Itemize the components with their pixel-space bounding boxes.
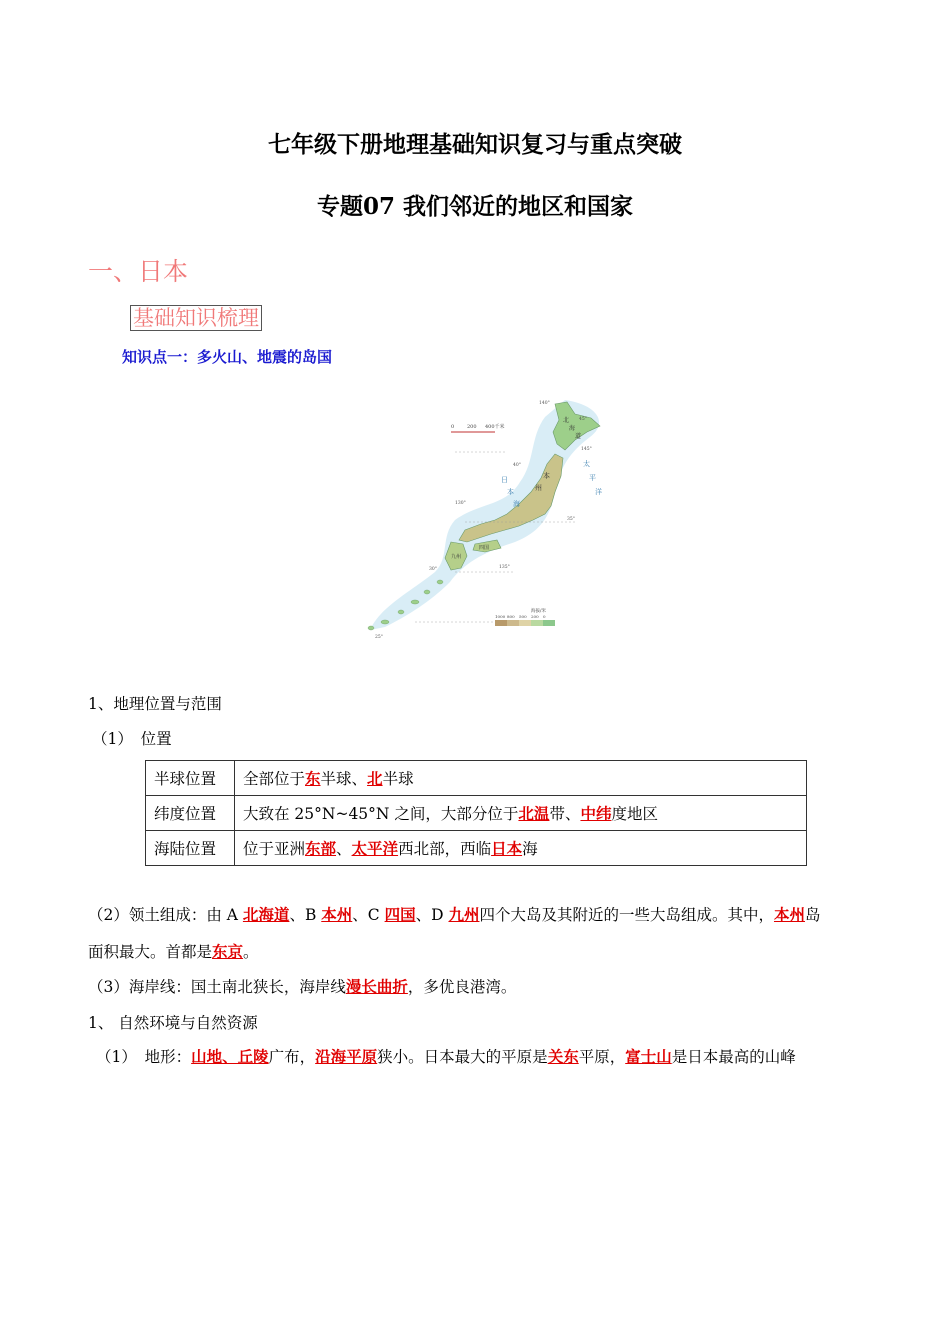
document-title: 七年级下册地理基础知识复习与重点突破 (268, 131, 682, 158)
body-text: 四个大岛及其附近的一些大岛组成。其中， (479, 906, 774, 924)
longitude-label: 145° (581, 447, 592, 452)
body-text: ，多优良港湾。 (407, 978, 517, 996)
territory-paragraph-line1 (88, 905, 821, 925)
map-place-label: 道 (575, 433, 582, 440)
table-key-cell: 海陆位置 (146, 831, 235, 866)
latitude-label: 40° (513, 463, 521, 468)
body-text: 是日本最高的山峰 (671, 1048, 796, 1066)
body-text: 西北部，西临 (398, 840, 492, 858)
legend-value: 500 (519, 614, 527, 619)
longitude-label: 130° (455, 501, 466, 506)
body-text: （2）领土组成：由 A (88, 906, 243, 924)
elevation-legend (495, 614, 555, 626)
map-place-label: 本 (543, 472, 550, 480)
scale-label: 200 (467, 424, 477, 430)
map-ocean-label: 平 (589, 474, 596, 482)
coastline-paragraph (88, 977, 516, 997)
answer-text: 本州 (773, 905, 805, 924)
body-text: 狭小。日本最大的平原是 (377, 1048, 548, 1066)
table-row (146, 831, 807, 866)
body-text: 岛 (805, 906, 821, 924)
body-text: 平原， (578, 1048, 626, 1066)
body-text: 、 (336, 840, 352, 858)
map-sea-label: 海 (513, 500, 520, 508)
item1-1-heading: （1） 位置 (92, 730, 172, 748)
body-text: 半球 (382, 770, 414, 788)
answer-text: 东 (305, 769, 321, 788)
longitude-label: 135° (499, 565, 510, 570)
legend-swatch (495, 620, 507, 626)
scale-label: 400千米 (485, 424, 505, 430)
legend-swatch (507, 620, 519, 626)
map-ocean-label: 洋 (595, 488, 602, 496)
answer-text: 山地、丘陵 (191, 1047, 269, 1066)
answer-text: 东京 (212, 942, 244, 961)
table-value-cell (235, 831, 807, 866)
body-text: 、D (415, 906, 449, 924)
japan-map (355, 392, 615, 650)
latitude-label: 35° (567, 517, 575, 522)
answer-text: 漫长曲折 (345, 977, 408, 996)
body-text: 带、 (549, 805, 581, 823)
legend-value: 800 (507, 614, 515, 619)
body-text: 广布， (268, 1048, 316, 1066)
body-text: 、B (289, 906, 322, 924)
legend-swatch (531, 620, 543, 626)
body-text: 位于亚洲 (243, 840, 306, 858)
table-key-cell: 半球位置 (146, 761, 235, 796)
answer-text: 九州 (448, 905, 480, 924)
answer-text: 关东 (547, 1047, 579, 1066)
answer-text: 东部 (305, 839, 337, 858)
legend-value: 0 (543, 614, 546, 619)
legend-swatch (519, 620, 531, 626)
answer-text: 本州 (321, 905, 353, 924)
legend-value: 200 (531, 614, 539, 619)
latitude-label: 30° (429, 567, 437, 572)
legend-title: 海拔/米 (531, 609, 547, 614)
map-ocean-label: 太 (583, 460, 590, 468)
boxed-label: 基础知识梳理 (130, 305, 262, 331)
body-text: 大致在 25°N~45°N 之间，大部分位于 (243, 805, 519, 823)
answer-text: 中纬 (580, 804, 612, 823)
answer-text: 沿海平原 (315, 1047, 378, 1066)
answer-text: 北温 (518, 804, 550, 823)
answer-text: 日本 (491, 839, 523, 858)
map-place-label: 州 (535, 484, 542, 492)
document-subtitle: 专题07 我们邻近的地区和国家 (316, 193, 633, 220)
table-key-cell: 纬度位置 (146, 796, 235, 831)
location-table (145, 760, 807, 866)
map-place-label: 海 (569, 425, 576, 432)
map-place-label: 四国 (479, 545, 490, 551)
body-text: 面积最大。首都是 (88, 943, 213, 961)
map-sea-label: 日 (501, 476, 508, 484)
answer-text: 北 (367, 769, 383, 788)
territory-paragraph-line2 (88, 942, 259, 962)
item1-heading: 1、地理位置与范围 (88, 695, 222, 713)
map-sea-label: 本 (507, 488, 514, 496)
answer-text: 四国 (384, 905, 416, 924)
answer-text: 富士山 (625, 1047, 672, 1066)
table-row (146, 761, 807, 796)
section-heading-japan: 一、日本 (88, 257, 189, 286)
body-text: 海 (522, 840, 538, 858)
body-text: （3）海岸线：国土南北狭长，海岸线 (88, 978, 346, 996)
body-text: 半球、 (320, 770, 368, 788)
latitude-label: 45° (579, 417, 587, 422)
longitude-label: 140° (539, 401, 550, 406)
legend-swatch (543, 620, 555, 626)
table-value-cell (235, 796, 807, 831)
body-text: 。 (243, 943, 259, 961)
scale-label: 0 (451, 424, 455, 430)
table-row (146, 796, 807, 831)
item2-heading: 1、 自然环境与自然资源 (88, 1014, 258, 1032)
table-value-cell (235, 761, 807, 796)
answer-text: 太平洋 (351, 839, 399, 858)
body-text: 、C (352, 906, 385, 924)
latitude-label: 25° (375, 635, 383, 640)
map-place-label: 北 (563, 417, 570, 424)
terrain-paragraph (96, 1047, 796, 1067)
body-text: 度地区 (611, 805, 658, 823)
map-place-label: 九州 (451, 554, 462, 560)
answer-text: 北海道 (242, 905, 290, 924)
legend-value: 1000 (495, 614, 506, 619)
body-text: 全部位于 (243, 770, 306, 788)
knowledge-point-heading: 知识点一：多火山、地震的岛国 (122, 348, 333, 366)
body-text: （1） 地形： (96, 1048, 192, 1066)
